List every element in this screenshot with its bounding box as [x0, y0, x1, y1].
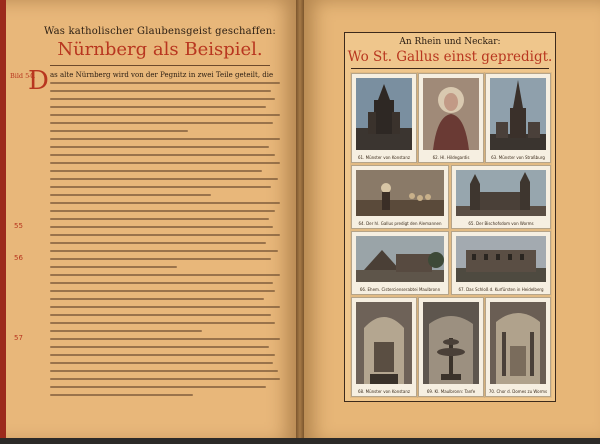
- text-line: [50, 154, 275, 156]
- stamp-photo: [356, 170, 444, 216]
- text-line: [50, 330, 202, 332]
- text-line: [50, 282, 273, 284]
- text-line: [50, 114, 280, 116]
- stamp-card: [351, 231, 449, 295]
- margin-number: 56: [14, 254, 23, 262]
- stamp-photo: [356, 78, 412, 150]
- right-heading-small: An Rhein und Neckar:: [399, 37, 501, 47]
- text-line: [50, 314, 271, 316]
- text-line: [50, 82, 280, 84]
- stamp-card: [351, 165, 449, 229]
- text-line: [50, 130, 188, 132]
- text-line: [50, 122, 273, 124]
- text-line: [50, 386, 266, 388]
- text-line: [50, 178, 278, 180]
- stamp-caption: 66. Ehem. Cistercienserabtei Maulbronn: [359, 287, 441, 292]
- stamp-card: [351, 297, 417, 397]
- stamp-photo: [490, 78, 546, 150]
- stamp-photo: [356, 236, 444, 282]
- left-heading-rule: [50, 65, 270, 66]
- text-line: [50, 242, 266, 244]
- text-line: [50, 90, 271, 92]
- stamp-caption: 64. Der hl. Gallus predigt den Alemannen: [358, 221, 442, 226]
- stamp-caption: 62. Hl. Hildegardis: [432, 155, 470, 160]
- stamp-photo: [456, 170, 546, 216]
- text-line: [50, 186, 271, 188]
- text-line: [50, 370, 278, 372]
- text-line: [50, 106, 266, 108]
- text-line: [50, 226, 273, 228]
- text-line: [50, 218, 269, 220]
- left-heading-small: Was katholischer Glaubensgeist geschaffen:: [44, 26, 276, 37]
- stamp-card: [418, 297, 484, 397]
- stamp-caption: 68. Münster von Konstanz: [358, 389, 410, 394]
- text-line: [50, 194, 211, 196]
- stamp-caption: 69. Kl. Maulbronn: Tanfe: [426, 389, 476, 394]
- text-line: [50, 322, 275, 324]
- text-line: [50, 274, 280, 276]
- right-heading-large: Wo St. Gallus einst gepredigt.: [347, 49, 553, 65]
- text-line: [50, 290, 275, 292]
- margin-number: 57: [14, 334, 23, 342]
- text-line: [50, 210, 275, 212]
- stamp-photo: [423, 302, 479, 384]
- text-line: [50, 338, 280, 340]
- text-line: [50, 258, 271, 260]
- text-line: [50, 362, 273, 364]
- text-line: [50, 250, 278, 252]
- left-heading: [40, 26, 280, 66]
- red-binding-edge: [0, 0, 6, 444]
- stamp-caption: 61. Münster von Konstanz: [358, 155, 410, 160]
- drop-cap: D: [28, 66, 49, 96]
- table-edge: [0, 438, 600, 444]
- stamp-card: [485, 297, 551, 397]
- image-reference: Bild 54.: [10, 72, 36, 80]
- stamp-caption: 65. Der Bischofsdom von Worms: [468, 221, 534, 226]
- text-line: [50, 162, 280, 164]
- margin-number: 55: [14, 222, 23, 230]
- text-line: [50, 394, 193, 396]
- text-line: [50, 138, 280, 140]
- text-line: [50, 306, 280, 308]
- text-line: [50, 346, 269, 348]
- stamp-photo: [490, 302, 546, 384]
- stamp-panel: [344, 32, 556, 402]
- stamp-caption: 63. Münster von Straßburg: [491, 155, 545, 160]
- stamp-card: [418, 73, 484, 163]
- text-line: [50, 354, 275, 356]
- text-line: [50, 98, 275, 100]
- text-line: [50, 146, 269, 148]
- stamp-photo: [456, 236, 546, 282]
- left-heading-large: Nürnberg als Beispiel.: [57, 39, 263, 60]
- stamp-photo: [423, 78, 479, 150]
- stamp-card: [351, 73, 417, 163]
- stamp-photo: [356, 302, 412, 384]
- stamp-card: [485, 73, 551, 163]
- text-line: [50, 202, 280, 204]
- body-lead-text: as alte Nürnberg wird von der Pegnitz in zwei Teile geteilt, die: [50, 71, 274, 79]
- stamp-card: [451, 165, 551, 229]
- stamp-caption: 67. Das Schloß d. Kurfürsten in Heidelberg: [458, 287, 544, 292]
- text-line: [50, 234, 280, 236]
- text-line: [50, 298, 264, 300]
- text-line: [50, 170, 262, 172]
- text-line: [50, 378, 280, 380]
- right-heading-rule: [351, 68, 549, 69]
- body-text-block: [50, 82, 280, 402]
- text-line: [50, 266, 177, 268]
- book-gutter: [296, 0, 304, 444]
- stamp-caption: 70. Chor d. Domes zu Worms: [488, 389, 548, 394]
- stamp-card: [451, 231, 551, 295]
